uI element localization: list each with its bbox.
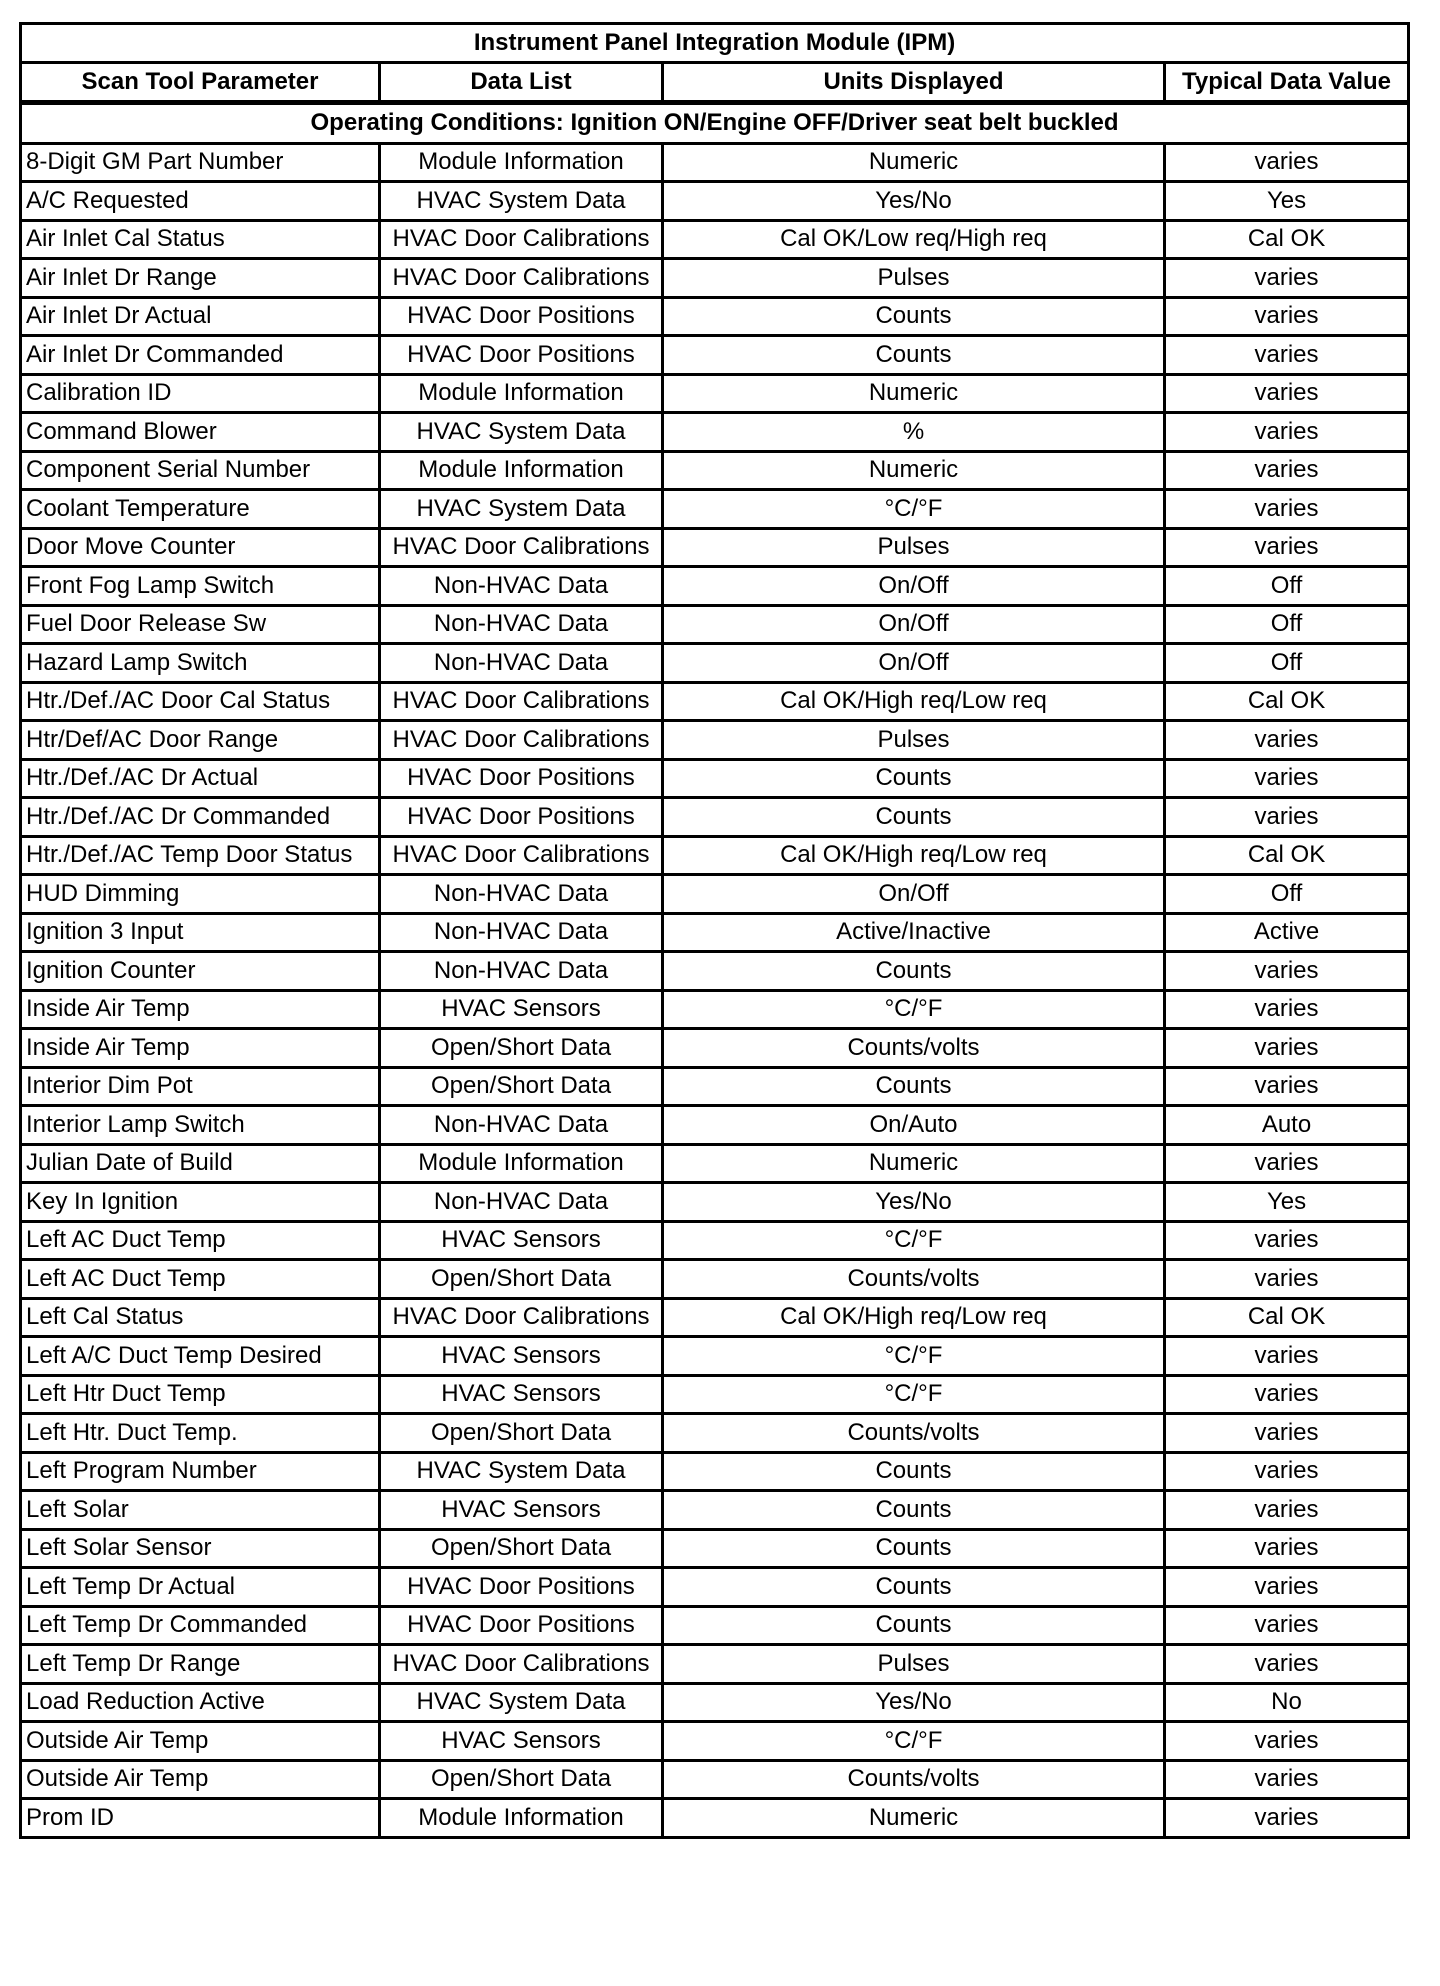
units-cell: Counts: [663, 1067, 1165, 1106]
units-cell: On/Off: [663, 605, 1165, 644]
data-list-cell: Open/Short Data: [380, 1529, 663, 1568]
data-list-cell: HVAC System Data: [380, 182, 663, 221]
data-list-cell: Non-HVAC Data: [380, 605, 663, 644]
data-list-cell: HVAC Door Calibrations: [380, 220, 663, 259]
typical-value-cell: varies: [1165, 1645, 1409, 1684]
typical-value-cell: varies: [1165, 759, 1409, 798]
typical-value-cell: varies: [1165, 1144, 1409, 1183]
typical-value-cell: Active: [1165, 913, 1409, 952]
units-cell: Counts: [663, 1452, 1165, 1491]
table-row: [21, 182, 1409, 221]
units-cell: Cal OK/Low req/High req: [663, 220, 1165, 259]
param-cell: Ignition Counter: [21, 952, 380, 991]
table-row: [21, 644, 1409, 683]
param-cell: Interior Lamp Switch: [21, 1106, 380, 1145]
data-list-cell: Non-HVAC Data: [380, 1106, 663, 1145]
param-cell: Left Htr. Duct Temp.: [21, 1414, 380, 1453]
table-row: [21, 759, 1409, 798]
param-cell: Htr/Def/AC Door Range: [21, 721, 380, 760]
typical-value-cell: Cal OK: [1165, 682, 1409, 721]
table-row: [21, 721, 1409, 760]
data-list-cell: Open/Short Data: [380, 1260, 663, 1299]
param-cell: Outside Air Temp: [21, 1722, 380, 1761]
units-cell: Counts: [663, 336, 1165, 375]
table-row: [21, 1260, 1409, 1299]
units-cell: °C/°F: [663, 1221, 1165, 1260]
table-row: [21, 1606, 1409, 1645]
data-list-cell: HVAC Door Calibrations: [380, 259, 663, 298]
typical-value-cell: Off: [1165, 567, 1409, 606]
data-list-cell: HVAC Door Calibrations: [380, 1645, 663, 1684]
param-cell: Left Htr Duct Temp: [21, 1375, 380, 1414]
data-list-cell: HVAC Sensors: [380, 1337, 663, 1376]
table-row: [21, 605, 1409, 644]
typical-value-cell: varies: [1165, 1491, 1409, 1530]
units-cell: Active/Inactive: [663, 913, 1165, 952]
units-cell: Numeric: [663, 374, 1165, 413]
data-list-cell: HVAC System Data: [380, 1683, 663, 1722]
table-row: [21, 1375, 1409, 1414]
typical-value-cell: varies: [1165, 490, 1409, 529]
typical-value-cell: Off: [1165, 875, 1409, 914]
header-scan-tool-parameter: Scan Tool Parameter: [21, 63, 380, 103]
table-row: [21, 259, 1409, 298]
data-list-cell: HVAC Door Calibrations: [380, 1298, 663, 1337]
param-cell: Component Serial Number: [21, 451, 380, 490]
typical-value-cell: varies: [1165, 1452, 1409, 1491]
table-row: [21, 413, 1409, 452]
table-row: [21, 1722, 1409, 1761]
units-cell: Pulses: [663, 528, 1165, 567]
units-cell: On/Off: [663, 567, 1165, 606]
units-cell: Counts: [663, 1606, 1165, 1645]
param-cell: Inside Air Temp: [21, 990, 380, 1029]
table-title: Instrument Panel Integration Module (IPM): [21, 24, 1409, 63]
param-cell: Left Temp Dr Actual: [21, 1568, 380, 1607]
typical-value-cell: varies: [1165, 1375, 1409, 1414]
typical-value-cell: varies: [1165, 413, 1409, 452]
typical-value-cell: varies: [1165, 336, 1409, 375]
units-cell: Yes/No: [663, 1683, 1165, 1722]
units-cell: °C/°F: [663, 1722, 1165, 1761]
units-cell: Numeric: [663, 451, 1165, 490]
table-header-row: [21, 63, 1409, 103]
param-cell: Key In Ignition: [21, 1183, 380, 1222]
typical-value-cell: varies: [1165, 1260, 1409, 1299]
typical-value-cell: varies: [1165, 721, 1409, 760]
param-cell: Left AC Duct Temp: [21, 1221, 380, 1260]
data-list-cell: HVAC System Data: [380, 413, 663, 452]
data-list-cell: HVAC Door Calibrations: [380, 721, 663, 760]
data-list-cell: HVAC Door Calibrations: [380, 836, 663, 875]
table-row: [21, 1298, 1409, 1337]
data-list-cell: Non-HVAC Data: [380, 952, 663, 991]
table-row: [21, 336, 1409, 375]
units-cell: Numeric: [663, 1799, 1165, 1838]
typical-value-cell: varies: [1165, 1760, 1409, 1799]
units-cell: °C/°F: [663, 1375, 1165, 1414]
operating-conditions-row: [21, 102, 1409, 143]
table-row: [21, 1760, 1409, 1799]
units-cell: Counts: [663, 1529, 1165, 1568]
param-cell: Coolant Temperature: [21, 490, 380, 529]
units-cell: Counts: [663, 759, 1165, 798]
table-row: [21, 451, 1409, 490]
param-cell: Htr./Def./AC Dr Actual: [21, 759, 380, 798]
param-cell: Air Inlet Dr Range: [21, 259, 380, 298]
units-cell: Counts: [663, 798, 1165, 837]
param-cell: Left Program Number: [21, 1452, 380, 1491]
units-cell: Cal OK/High req/Low req: [663, 1298, 1165, 1337]
units-cell: Yes/No: [663, 182, 1165, 221]
table-row: [21, 528, 1409, 567]
param-cell: A/C Requested: [21, 182, 380, 221]
param-cell: Left Cal Status: [21, 1298, 380, 1337]
data-list-cell: Open/Short Data: [380, 1760, 663, 1799]
data-list-cell: HVAC Door Positions: [380, 297, 663, 336]
table-row: [21, 1144, 1409, 1183]
table-row: [21, 1067, 1409, 1106]
header-typical-data-value: Typical Data Value: [1165, 63, 1409, 103]
data-list-cell: Non-HVAC Data: [380, 875, 663, 914]
units-cell: Cal OK/High req/Low req: [663, 682, 1165, 721]
typical-value-cell: Off: [1165, 605, 1409, 644]
units-cell: Pulses: [663, 259, 1165, 298]
table-row: [21, 1183, 1409, 1222]
param-cell: Hazard Lamp Switch: [21, 644, 380, 683]
typical-value-cell: varies: [1165, 259, 1409, 298]
data-list-cell: HVAC Door Calibrations: [380, 528, 663, 567]
param-cell: Htr./Def./AC Dr Commanded: [21, 798, 380, 837]
data-list-cell: HVAC Door Positions: [380, 759, 663, 798]
table-row: [21, 220, 1409, 259]
table-row: [21, 1645, 1409, 1684]
data-list-cell: Open/Short Data: [380, 1414, 663, 1453]
table-row: [21, 297, 1409, 336]
data-list-cell: HVAC Door Positions: [380, 1606, 663, 1645]
table-row: [21, 143, 1409, 182]
typical-value-cell: varies: [1165, 1568, 1409, 1607]
table-body: [21, 143, 1409, 1837]
typical-value-cell: varies: [1165, 1221, 1409, 1260]
table-row: [21, 1452, 1409, 1491]
table-row: [21, 374, 1409, 413]
table-row: [21, 490, 1409, 529]
table-row: [21, 836, 1409, 875]
typical-value-cell: varies: [1165, 1529, 1409, 1568]
data-list-cell: Module Information: [380, 143, 663, 182]
table-row: [21, 913, 1409, 952]
units-cell: Counts/volts: [663, 1029, 1165, 1068]
typical-value-cell: varies: [1165, 1722, 1409, 1761]
typical-value-cell: varies: [1165, 1337, 1409, 1376]
param-cell: Outside Air Temp: [21, 1760, 380, 1799]
table-row: [21, 1568, 1409, 1607]
data-list-cell: HVAC Sensors: [380, 1221, 663, 1260]
units-cell: Counts/volts: [663, 1760, 1165, 1799]
param-cell: Air Inlet Dr Actual: [21, 297, 380, 336]
param-cell: Left A/C Duct Temp Desired: [21, 1337, 380, 1376]
table-row: [21, 1221, 1409, 1260]
typical-value-cell: No: [1165, 1683, 1409, 1722]
table-row: [21, 1337, 1409, 1376]
data-list-cell: Module Information: [380, 1799, 663, 1838]
typical-value-cell: varies: [1165, 528, 1409, 567]
data-list-cell: Non-HVAC Data: [380, 567, 663, 606]
param-cell: HUD Dimming: [21, 875, 380, 914]
param-cell: Ignition 3 Input: [21, 913, 380, 952]
ipm-data-table: [19, 22, 1410, 1839]
table-row: [21, 952, 1409, 991]
typical-value-cell: varies: [1165, 1067, 1409, 1106]
table-row: [21, 1529, 1409, 1568]
operating-conditions: Operating Conditions: Ignition ON/Engine OFF/Driver seat belt buckled: [21, 102, 1409, 143]
param-cell: Julian Date of Build: [21, 1144, 380, 1183]
typical-value-cell: Cal OK: [1165, 836, 1409, 875]
typical-value-cell: Cal OK: [1165, 1298, 1409, 1337]
table-row: [21, 1414, 1409, 1453]
table-row: [21, 682, 1409, 721]
table-row: [21, 1106, 1409, 1145]
header-units-displayed: Units Displayed: [663, 63, 1165, 103]
param-cell: Left AC Duct Temp: [21, 1260, 380, 1299]
units-cell: Counts: [663, 297, 1165, 336]
data-list-cell: Module Information: [380, 451, 663, 490]
units-cell: On/Auto: [663, 1106, 1165, 1145]
param-cell: Htr./Def./AC Door Cal Status: [21, 682, 380, 721]
typical-value-cell: Off: [1165, 644, 1409, 683]
table-row: [21, 1799, 1409, 1838]
param-cell: Left Temp Dr Commanded: [21, 1606, 380, 1645]
data-list-cell: HVAC Door Positions: [380, 336, 663, 375]
typical-value-cell: Auto: [1165, 1106, 1409, 1145]
data-list-cell: HVAC Door Calibrations: [380, 682, 663, 721]
param-cell: Htr./Def./AC Temp Door Status: [21, 836, 380, 875]
param-cell: Calibration ID: [21, 374, 380, 413]
typical-value-cell: varies: [1165, 798, 1409, 837]
data-list-cell: Module Information: [380, 1144, 663, 1183]
data-list-cell: Non-HVAC Data: [380, 1183, 663, 1222]
units-cell: Yes/No: [663, 1183, 1165, 1222]
units-cell: °C/°F: [663, 1337, 1165, 1376]
param-cell: Interior Dim Pot: [21, 1067, 380, 1106]
table-row: [21, 990, 1409, 1029]
data-list-cell: HVAC Sensors: [380, 990, 663, 1029]
units-cell: Counts/volts: [663, 1260, 1165, 1299]
typical-value-cell: varies: [1165, 1029, 1409, 1068]
data-list-cell: HVAC Sensors: [380, 1722, 663, 1761]
param-cell: Left Solar Sensor: [21, 1529, 380, 1568]
units-cell: %: [663, 413, 1165, 452]
units-cell: °C/°F: [663, 990, 1165, 1029]
param-cell: Door Move Counter: [21, 528, 380, 567]
data-list-cell: Non-HVAC Data: [380, 644, 663, 683]
typical-value-cell: varies: [1165, 990, 1409, 1029]
typical-value-cell: varies: [1165, 1606, 1409, 1645]
param-cell: Left Temp Dr Range: [21, 1645, 380, 1684]
units-cell: Cal OK/High req/Low req: [663, 836, 1165, 875]
data-list-cell: HVAC Sensors: [380, 1375, 663, 1414]
units-cell: °C/°F: [663, 490, 1165, 529]
typical-value-cell: Yes: [1165, 1183, 1409, 1222]
data-list-cell: HVAC Sensors: [380, 1491, 663, 1530]
param-cell: Inside Air Temp: [21, 1029, 380, 1068]
units-cell: Pulses: [663, 721, 1165, 760]
units-cell: Counts: [663, 952, 1165, 991]
data-list-cell: HVAC Door Positions: [380, 798, 663, 837]
data-list-cell: Open/Short Data: [380, 1029, 663, 1068]
data-list-cell: Open/Short Data: [380, 1067, 663, 1106]
param-cell: Air Inlet Dr Commanded: [21, 336, 380, 375]
param-cell: Front Fog Lamp Switch: [21, 567, 380, 606]
typical-value-cell: varies: [1165, 1799, 1409, 1838]
data-list-cell: HVAC Door Positions: [380, 1568, 663, 1607]
document-page: [19, 22, 1407, 1839]
table-row: [21, 1683, 1409, 1722]
units-cell: Counts: [663, 1568, 1165, 1607]
units-cell: On/Off: [663, 644, 1165, 683]
table-row: [21, 1491, 1409, 1530]
typical-value-cell: varies: [1165, 143, 1409, 182]
param-cell: Fuel Door Release Sw: [21, 605, 380, 644]
param-cell: Command Blower: [21, 413, 380, 452]
units-cell: On/Off: [663, 875, 1165, 914]
table-row: [21, 567, 1409, 606]
data-list-cell: Module Information: [380, 374, 663, 413]
table-row: [21, 798, 1409, 837]
table-title-row: [21, 24, 1409, 63]
param-cell: 8-Digit GM Part Number: [21, 143, 380, 182]
table-row: [21, 875, 1409, 914]
units-cell: Pulses: [663, 1645, 1165, 1684]
typical-value-cell: varies: [1165, 952, 1409, 991]
param-cell: Air Inlet Cal Status: [21, 220, 380, 259]
units-cell: Counts/volts: [663, 1414, 1165, 1453]
typical-value-cell: varies: [1165, 1414, 1409, 1453]
table-row: [21, 1029, 1409, 1068]
typical-value-cell: Yes: [1165, 182, 1409, 221]
data-list-cell: HVAC System Data: [380, 490, 663, 529]
units-cell: Counts: [663, 1491, 1165, 1530]
header-data-list: Data List: [380, 63, 663, 103]
param-cell: Prom ID: [21, 1799, 380, 1838]
units-cell: Numeric: [663, 143, 1165, 182]
param-cell: Load Reduction Active: [21, 1683, 380, 1722]
units-cell: Numeric: [663, 1144, 1165, 1183]
param-cell: Left Solar: [21, 1491, 380, 1530]
typical-value-cell: varies: [1165, 451, 1409, 490]
typical-value-cell: varies: [1165, 374, 1409, 413]
data-list-cell: HVAC System Data: [380, 1452, 663, 1491]
typical-value-cell: Cal OK: [1165, 220, 1409, 259]
data-list-cell: Non-HVAC Data: [380, 913, 663, 952]
typical-value-cell: varies: [1165, 297, 1409, 336]
